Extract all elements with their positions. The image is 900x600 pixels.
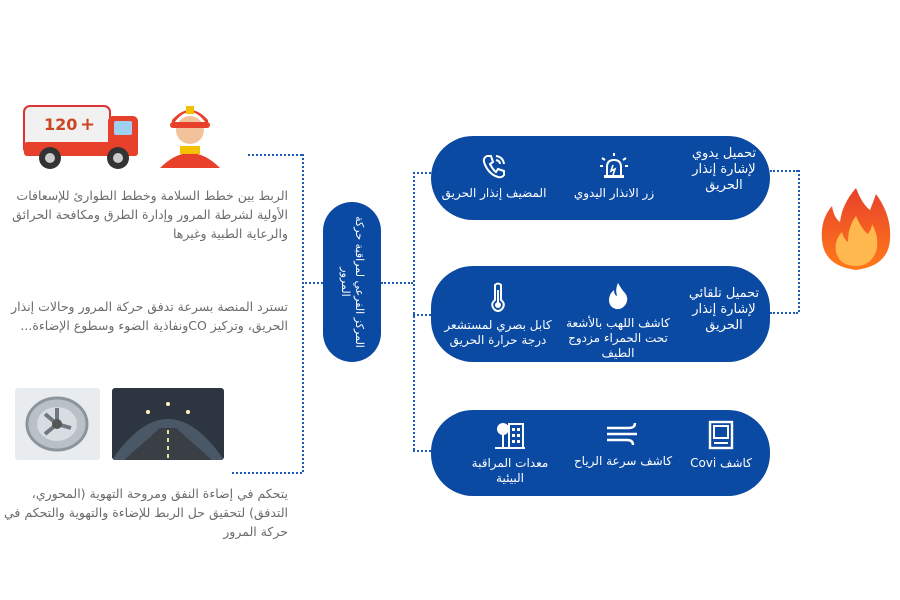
connector — [413, 314, 431, 316]
fire-alarm-host-item — [438, 152, 550, 201]
svg-text:+: + — [80, 114, 96, 135]
flame-detector-caption: كاشف اللهب بالأشعة تحت الحمراء مزدوج الطيف — [566, 316, 670, 360]
wind-icon — [605, 420, 641, 448]
tunnel-photo — [112, 388, 224, 460]
connector — [413, 172, 431, 174]
fiber-temperature-sensor-item — [438, 282, 558, 348]
covi-detector-icon — [708, 420, 734, 450]
covi-detector-caption: كاشف Covi — [690, 456, 752, 470]
ambulance-number: 120 — [44, 115, 78, 134]
ambulance-icon — [22, 102, 144, 174]
connector — [770, 312, 798, 314]
flame-detector-item — [560, 282, 676, 361]
note-platform: تسترد المنصة بسرعة تدفق حركة المرور وحالات إنذار الحريق، وتركيز COونفاذية الضوء وسطوع الإضاءة... — [11, 299, 288, 333]
wind-speed-detector-caption: كاشف سرعة الرياح — [573, 454, 673, 468]
wind-speed-detector-item — [568, 420, 678, 469]
connector — [413, 172, 415, 450]
connector — [248, 154, 302, 156]
manual-alarm-button-item — [560, 152, 668, 201]
ventilation-fan-photo — [15, 388, 100, 460]
connector — [302, 282, 323, 284]
thermometer-icon — [488, 282, 508, 312]
note-linkage: الربط بين خطط السلامة وخطط الطوارئ للإسعافات الأولية لشرطة المرور وإدارة الطرق ومكافحة الحرائق والرعاية الطبية وغيرها — [12, 188, 288, 241]
center-label-line2: المرور — [339, 267, 352, 297]
connector — [413, 450, 431, 452]
environment-monitor-item — [455, 420, 565, 486]
flame-icon — [606, 282, 630, 310]
phone-icon — [480, 152, 508, 180]
alarm-light-icon — [599, 152, 629, 180]
fire-alarm-host-caption: المضيف إنذار الحريق — [441, 186, 547, 200]
manual-alarm-label: تحميل يدوي لإشارة إنذار الحريق — [691, 146, 757, 193]
fiber-temperature-sensor-caption: كابل بصري لمستشعر درجة حرارة الحريق — [444, 318, 552, 347]
connector — [381, 282, 413, 284]
connector — [798, 170, 800, 312]
firefighter-icon — [150, 98, 230, 170]
center-label-line1: المركز الفرعي لمراقبة حركة — [353, 216, 366, 348]
connector — [770, 170, 798, 172]
environment-monitor-caption: معدات المراقبة البيئية — [471, 456, 549, 485]
manual-alarm-button-caption: زر الانذار اليدوي — [573, 186, 655, 200]
connector — [232, 472, 302, 474]
connector — [302, 154, 304, 472]
environment-monitor-icon — [493, 420, 527, 450]
covi-detector-item — [686, 420, 756, 471]
note-control: يتحكم في إضاءة النفق ومروحة التهوية (المحوري، التدفق) لتحقيق حل الربط للإضاءة والتهوية والتحكم في حركة المرور — [4, 486, 288, 539]
fire-icon — [818, 186, 894, 272]
traffic-monitoring-subcenter — [323, 202, 381, 362]
auto-alarm-label: تحميل تلقائي لإشارة إنذار الحريق — [688, 286, 760, 333]
